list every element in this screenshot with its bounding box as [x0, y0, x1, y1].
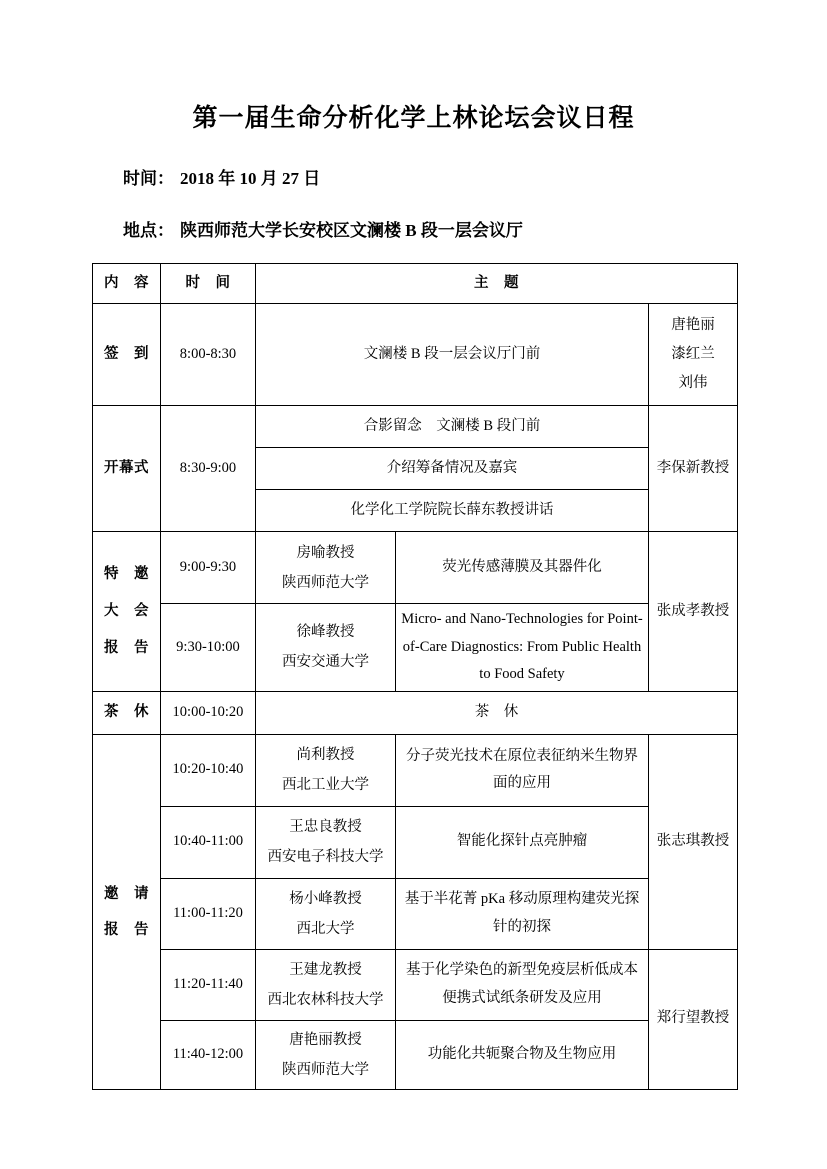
opening-chair-cell: 李保新教授 [649, 406, 738, 532]
invited-topic-cell: 功能化共轭聚合物及生物应用 [396, 1020, 649, 1089]
row-opening-1 [93, 406, 738, 448]
session-label-signin: 签 到 [93, 304, 161, 406]
speaker-name: 徐峰教授 [296, 624, 355, 641]
speaker-affiliation: 西北农林科技大学 [267, 991, 384, 1008]
invited-chair-cell: 郑行望教授 [649, 949, 738, 1089]
speaker-name: 王忠良教授 [289, 819, 362, 836]
invited-chair-cell: 张志琪教授 [649, 734, 738, 949]
speaker-affiliation: 陕西师范大学 [282, 574, 369, 591]
invited-speaker-cell [256, 1020, 396, 1089]
header-content: 内 容 [93, 264, 161, 304]
plenary-topic-cell: Micro- and Nano-Technologies for Point-of-Care Diagnostics: From Public Health to Food Safety [396, 604, 649, 692]
plenary-chair-cell: 张成孝教授 [649, 532, 738, 692]
invited-time-cell: 11:20-11:40 [161, 949, 256, 1020]
plenary-label-line: 报 告 [104, 639, 149, 656]
opening-item: 化学化工学院院长薛东教授讲话 [256, 490, 649, 532]
row-plenary-1 [93, 532, 738, 604]
opening-time-cell: 8:30-9:00 [161, 406, 256, 532]
speaker-name: 王建龙教授 [289, 961, 362, 978]
staff-name: 唐艳丽 [671, 317, 715, 333]
meta-location-label: 地点： [123, 221, 174, 240]
staff-name: 漆红兰 [671, 346, 715, 362]
schedule-table [92, 263, 738, 1090]
opening-item: 合影留念 文澜楼 B 段门前 [256, 406, 649, 448]
tea-break-time-cell: 10:00-10:20 [161, 691, 256, 734]
table-header-row [93, 264, 738, 304]
invited-speaker-cell [256, 734, 396, 806]
row-invited-4 [93, 949, 738, 1020]
session-label-invited [93, 734, 161, 1089]
invited-speaker-cell [256, 949, 396, 1020]
row-tea-break [93, 691, 738, 734]
speaker-affiliation: 西北大学 [296, 920, 355, 937]
session-label-opening: 开幕式 [93, 406, 161, 532]
speaker-name: 房喻教授 [296, 544, 355, 561]
session-label-tea-break: 茶 休 [93, 691, 161, 734]
speaker-name: 杨小峰教授 [289, 890, 362, 907]
speaker-affiliation: 西安交通大学 [282, 654, 369, 671]
document-title: 第一届生命分析化学上林论坛会议日程 [192, 105, 635, 132]
session-label-plenary [93, 532, 161, 692]
meta-time [123, 164, 827, 189]
speaker-name: 唐艳丽教授 [289, 1031, 362, 1048]
opening-item: 介绍筹备情况及嘉宾 [256, 448, 649, 490]
invited-topic-cell: 基于半花菁 pKa 移动原理构建荧光探针的初探 [396, 878, 649, 949]
plenary-speaker-cell [256, 532, 396, 604]
header-time: 时 间 [161, 264, 256, 304]
plenary-label-line: 特 邀 [104, 565, 149, 582]
header-theme: 主 题 [256, 264, 738, 304]
invited-time-cell: 10:40-11:00 [161, 806, 256, 878]
signin-staff-cell [649, 304, 738, 406]
row-invited-1 [93, 734, 738, 806]
speaker-affiliation: 西安电子科技大学 [267, 849, 384, 866]
invited-topic-cell: 分子荧光技术在原位表征纳米生物界面的应用 [396, 734, 649, 806]
invited-label-line: 报 告 [104, 921, 149, 938]
row-plenary-2 [93, 604, 738, 692]
speaker-affiliation: 西北工业大学 [282, 777, 369, 794]
signin-location-cell: 文澜楼 B 段一层会议厅门前 [256, 304, 649, 406]
invited-topic-cell: 基于化学染色的新型免疫层析低成本便携式试纸条研发及应用 [396, 949, 649, 1020]
plenary-time-cell: 9:00-9:30 [161, 532, 256, 604]
invited-topic-cell: 智能化探针点亮肿瘤 [396, 806, 649, 878]
plenary-topic-cell: 荧光传感薄膜及其器件化 [396, 532, 649, 604]
invited-time-cell: 10:20-10:40 [161, 734, 256, 806]
meta-location-value: 陕西师范大学长安校区文澜楼 B 段一层会议厅 [180, 221, 523, 240]
row-invited-2 [93, 806, 738, 878]
plenary-label-line: 大 会 [104, 602, 149, 619]
invited-speaker-cell [256, 806, 396, 878]
speaker-name: 尚利教授 [296, 747, 355, 764]
signin-time-cell: 8:00-8:30 [161, 304, 256, 406]
row-invited-3 [93, 878, 738, 949]
invited-label-line: 邀 请 [104, 885, 149, 902]
meta-location [123, 216, 827, 241]
speaker-affiliation: 陕西师范大学 [282, 1061, 369, 1078]
invited-speaker-cell [256, 878, 396, 949]
tea-break-text-cell: 茶 休 [256, 691, 738, 734]
staff-name: 刘伟 [678, 375, 708, 391]
meta-time-value: 2018 年 10 月 27 日 [180, 169, 321, 188]
plenary-speaker-cell [256, 604, 396, 692]
row-signin [93, 304, 738, 406]
row-invited-5 [93, 1020, 738, 1089]
invited-time-cell: 11:40-12:00 [161, 1020, 256, 1089]
meta-time-label: 时间： [123, 169, 174, 188]
invited-time-cell: 11:00-11:20 [161, 878, 256, 949]
plenary-time-cell: 9:30-10:00 [161, 604, 256, 692]
